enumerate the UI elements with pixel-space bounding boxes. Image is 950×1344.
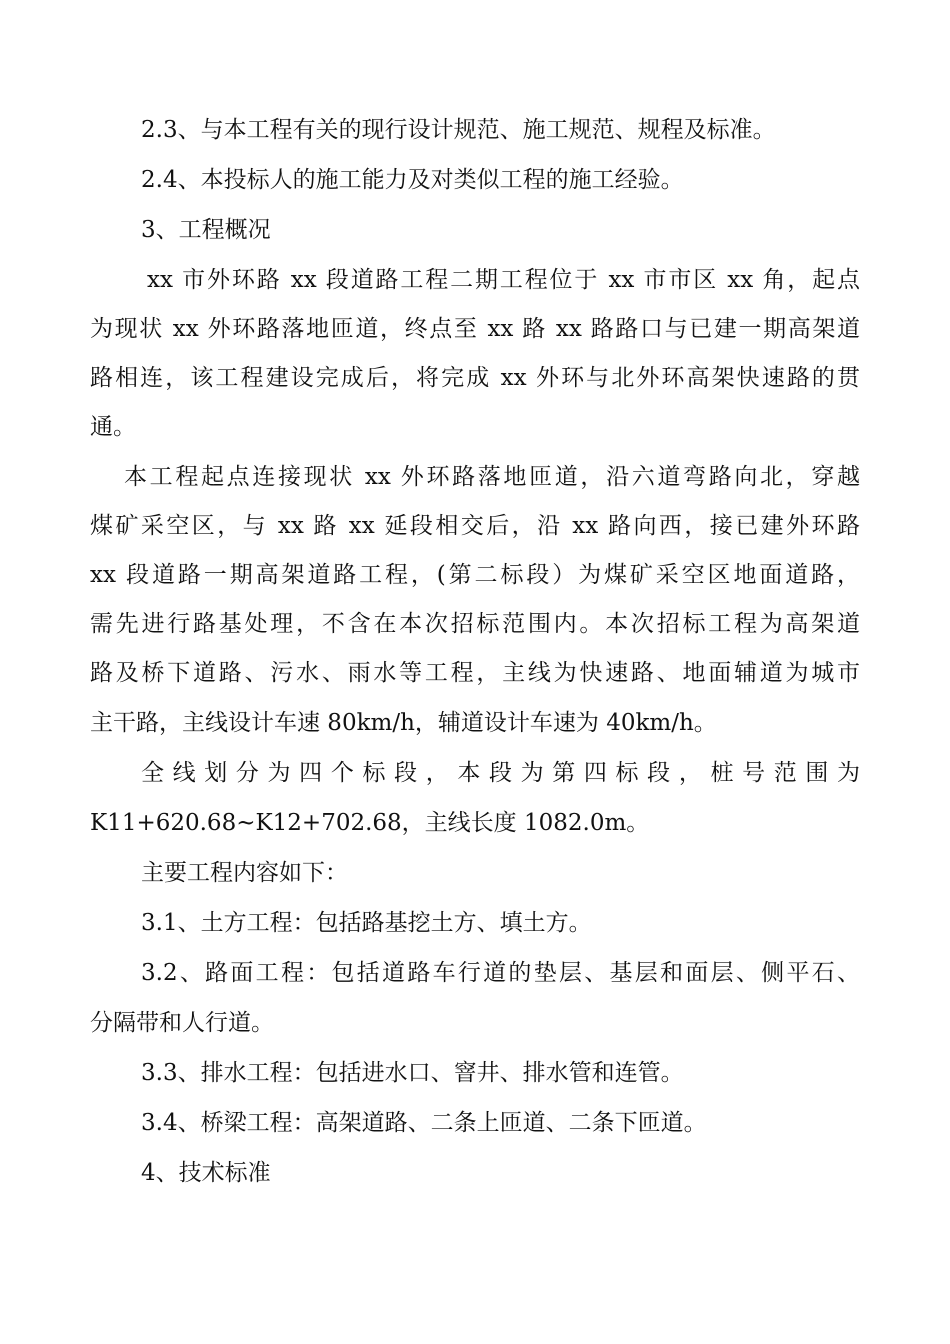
section-heading: 4、技术标准 [141, 1160, 271, 1186]
paragraph-line: xx 段道路一期高架道路工程，(第二标段）为煤矿采空区地面道路， [90, 562, 860, 588]
paragraph-line: 路相连，该工程建设完成后，将完成 xx 外环与北外环高架快速路的贯 [90, 365, 860, 391]
paragraph-line: 为现状 xx 外环路落地匝道，终点至 xx 路 xx 路路口与已建一期高架道 [90, 316, 860, 342]
paragraph-line: 全线划分为四个标段，本段为第四标段，桩号范围为 [141, 760, 860, 786]
paragraph-line: xx 市外环路 xx 段道路工程二期工程位于 xx 市市区 xx 角，起点 [147, 267, 860, 293]
paragraph-line: 3.2、路面工程：包括道路车行道的垫层、基层和面层、侧平石、 [141, 960, 860, 986]
paragraph-line: 路及桥下道路、污水、雨水等工程，主线为快速路、地面辅道为城市 [90, 660, 860, 686]
paragraph-line: 煤矿采空区，与 xx 路 xx 延段相交后，沿 xx 路向西，接已建外环路 [90, 513, 860, 539]
paragraph-line: 3.4、桥梁工程：高架道路、二条上匝道、二条下匝道。 [141, 1110, 707, 1136]
paragraph-line: 通。 [90, 414, 136, 440]
paragraph-line: 本工程起点连接现状 xx 外环路落地匝道，沿六道弯路向北，穿越 [124, 464, 860, 490]
paragraph-line: K11+620.68~K12+702.68，主线长度 1082.0m。 [90, 810, 650, 836]
paragraph-line: 需先进行路基处理，不含在本次招标范围内。本次招标工程为高架道 [90, 611, 860, 637]
paragraph-line: 3.3、排水工程：包括进水口、窨井、排水管和连管。 [141, 1060, 684, 1086]
paragraph-line: 2.4、本投标人的施工能力及对类似工程的施工经验。 [141, 167, 684, 193]
paragraph-line: 2.3、与本工程有关的现行设计规范、施工规范、规程及标准。 [141, 117, 776, 143]
section-heading: 3、工程概况 [141, 217, 271, 243]
paragraph-line: 3.1、土方工程：包括路基挖土方、填土方。 [141, 910, 592, 936]
paragraph-line: 主干路，主线设计车速 80km/h，辅道设计车速为 40km/h。 [90, 710, 717, 736]
paragraph-line: 主要工程内容如下： [141, 860, 348, 886]
paragraph-line: 分隔带和人行道。 [90, 1010, 274, 1036]
